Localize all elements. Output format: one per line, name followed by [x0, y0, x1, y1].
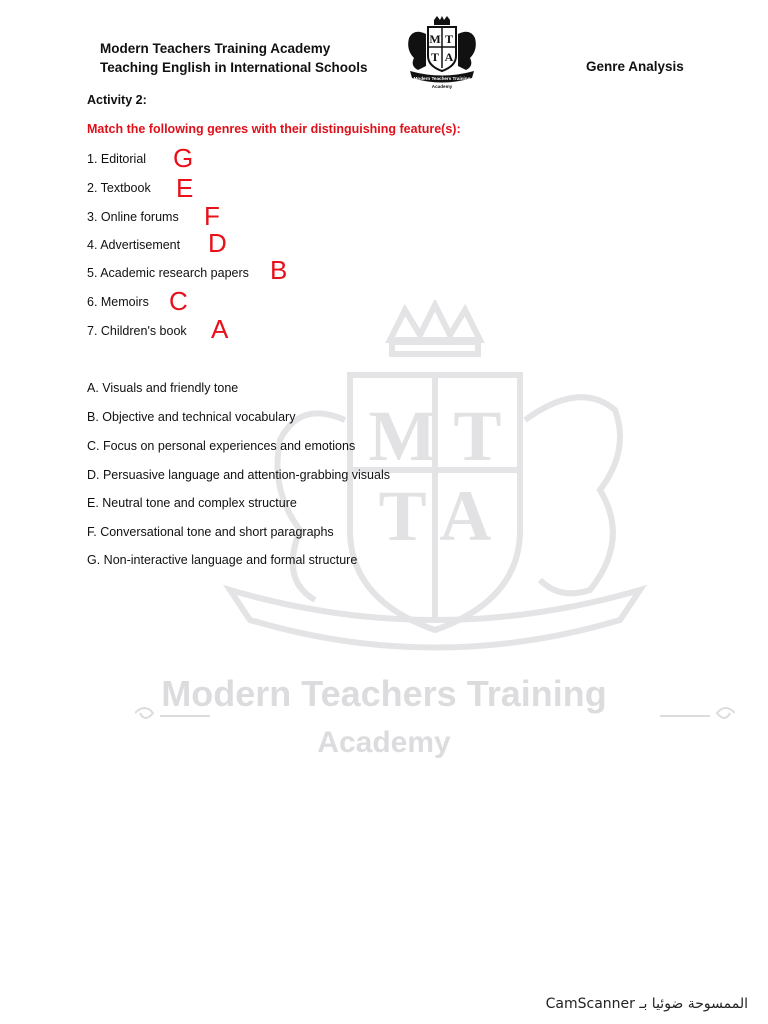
logo-letter-t2: T: [430, 50, 440, 64]
handwritten-answer: E: [176, 173, 194, 203]
feature-item: C. Focus on personal experiences and emotions: [87, 439, 356, 453]
handwritten-answer: C: [169, 286, 188, 316]
genre-item: 6. Memoirs: [87, 295, 149, 309]
program-name: Teaching English in International Schools: [100, 60, 368, 75]
genre-item: 2. Textbook: [87, 181, 151, 195]
logo-banner-text-2: Academy: [431, 84, 453, 89]
feature-item: E. Neutral tone and complex structure: [87, 496, 297, 510]
academy-logo: [404, 16, 480, 90]
watermark-flourish: [135, 698, 735, 728]
logo-letter-t: T: [444, 32, 454, 46]
header-left: [100, 39, 368, 77]
org-name: Modern Teachers Training Academy: [100, 41, 331, 56]
logo-banner-text: Modern Teachers Training: [413, 76, 471, 81]
scanner-footer: CamScanner الممسوحة ضوئيا بـ: [545, 996, 748, 1012]
feature-item: F. Conversational tone and short paragraphs: [87, 525, 334, 539]
genre-item: 3. Online forums: [87, 210, 179, 224]
feature-item: D. Persuasive language and attention-grabbing visuals: [87, 468, 390, 482]
activity-instruction: Match the following genres with their distinguishing feature(s):: [87, 122, 461, 136]
watermark-bottom-letters: T A: [378, 476, 492, 556]
feature-item: B. Objective and technical vocabulary: [87, 410, 296, 424]
genre-item: 7. Children's book: [87, 324, 187, 338]
feature-item: G. Non-interactive language and formal structure: [87, 553, 358, 567]
watermark-line1: Modern Teachers Training: [161, 673, 607, 714]
activity-title: Activity 2:: [87, 93, 147, 107]
genre-item: 4. Advertisement: [87, 238, 181, 252]
logo-letter-m: M: [429, 32, 441, 46]
watermark-top-letters: M T: [368, 396, 502, 476]
handwritten-answer: A: [211, 314, 229, 344]
logo-letter-a: A: [444, 50, 454, 64]
handwritten-answer: G: [173, 143, 194, 173]
genre-item: 1. Editorial: [87, 152, 147, 166]
genre-item: 5. Academic research papers: [87, 266, 249, 280]
feature-item: A. Visuals and friendly tone: [87, 381, 239, 395]
handwritten-answer: B: [270, 255, 288, 285]
handwritten-answer: F: [204, 201, 220, 231]
watermark-line2: Academy: [317, 726, 451, 759]
doc-type: Genre Analysis: [586, 59, 684, 74]
handwritten-answer: D: [208, 228, 227, 258]
